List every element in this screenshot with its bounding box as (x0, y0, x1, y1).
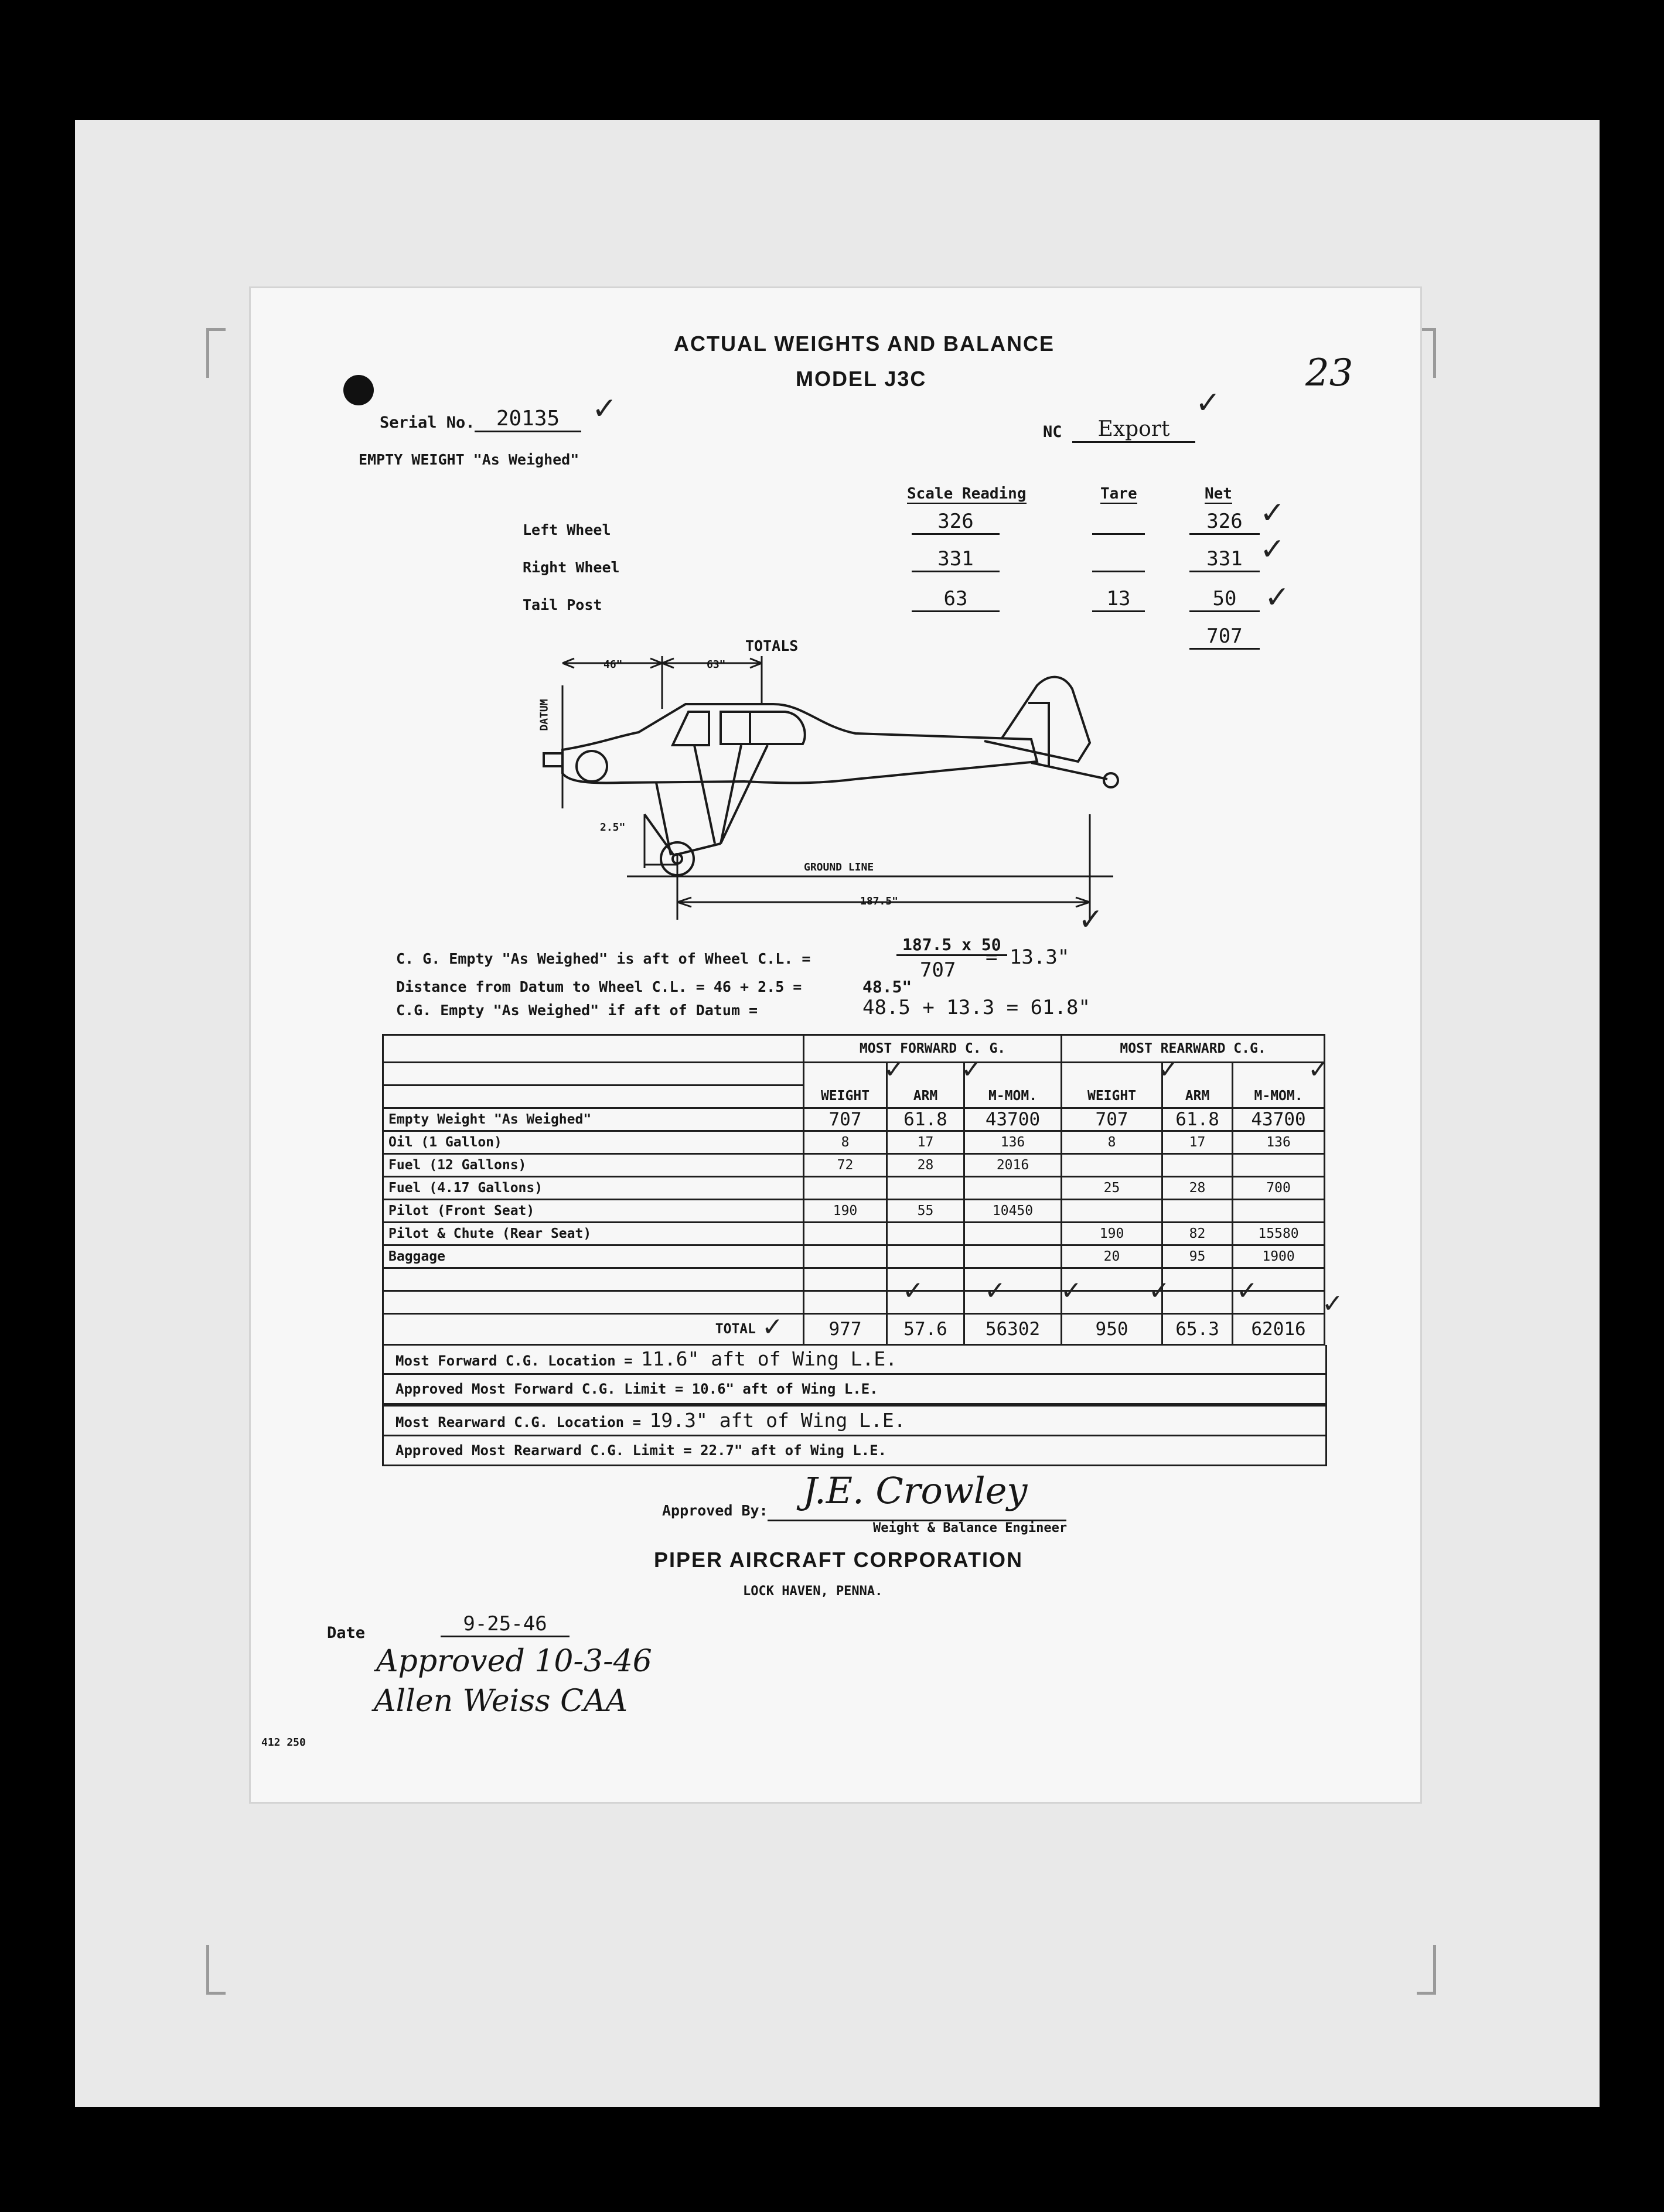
dim-25-label: 2.5" (600, 821, 626, 834)
table-blank-row (383, 1268, 1325, 1291)
left-wheel-scale: 326 (912, 510, 1000, 535)
ground-line-label: GROUND LINE (804, 861, 874, 873)
company-location: LOCK HAVEN, PENNA. (743, 1584, 883, 1599)
check-mark-icon: ✓ (902, 1276, 924, 1306)
check-mark-icon: ✓ (1078, 902, 1104, 937)
totals-net: 707 (1189, 624, 1260, 650)
calc-line2-label: Distance from Datum to Wheel C.L. = 46 + 2.5 = (396, 978, 802, 995)
page-title: ACTUAL WEIGHTS AND BALANCE (674, 332, 1055, 356)
table-group-header-row (383, 1035, 1325, 1063)
calc-result: = 13.3" (986, 945, 1070, 969)
left-wheel-net: 326 (1189, 510, 1260, 535)
check-mark-icon: ✓ (1148, 1276, 1170, 1306)
approved-by-label: Approved By: (662, 1502, 768, 1519)
table-row: Baggage 20 95 1900 (383, 1245, 1325, 1268)
page-mark: 23 (1305, 351, 1353, 395)
col-arm-fwd: ARM (887, 1085, 964, 1108)
table-row: Pilot (Front Seat) 190 55 10450 (383, 1200, 1325, 1223)
group-rearward-header: MOST REARWARD C.G. (1062, 1035, 1325, 1063)
crop-mark-top-left (206, 328, 226, 378)
crop-mark-bottom-right (1417, 1945, 1436, 1995)
page-subtitle: MODEL J3C (796, 367, 927, 391)
calc-line3-label: C.G. Empty "As Weighed" if aft of Datum = (396, 1002, 758, 1019)
check-mark-icon: ✓ (1260, 532, 1285, 567)
rear-cg-location: Most Rearward C.G. Location = 19.3" aft of Wing L.E. (384, 1407, 1325, 1436)
engineer-title: Weight & Balance Engineer (873, 1521, 1068, 1535)
nc-value: Export (1072, 417, 1195, 443)
form-number: 412 250 (261, 1736, 306, 1749)
col-tare: Tare (1100, 485, 1137, 503)
date-value: 9-25-46 (441, 1612, 570, 1637)
right-wheel-net: 331 (1189, 547, 1260, 572)
fwd-cg-location: Most Forward C.G. Location = 11.6" aft of Wing L.E. (384, 1345, 1325, 1375)
cg-notes (382, 1345, 1327, 1466)
table-row: Fuel (4.17 Gallons) 25 28 700 (383, 1177, 1325, 1200)
engineer-signature: J.E. Crowley (803, 1469, 1028, 1512)
col-arm-rear: ARM (1162, 1085, 1233, 1108)
check-mark-icon: ✓ (1061, 1276, 1082, 1306)
col-net: Net (1205, 485, 1232, 503)
check-mark-icon: ✓ (1158, 1054, 1179, 1084)
table-row: Pilot & Chute (Rear Seat) 190 82 15580 (383, 1223, 1325, 1245)
check-mark-icon: ✓ (961, 1054, 983, 1084)
tail-post-scale: 63 (912, 587, 1000, 612)
right-wheel-scale: 331 (912, 547, 1000, 572)
left-wheel-label: Left Wheel (523, 521, 611, 538)
col-weight-fwd: WEIGHT (804, 1085, 887, 1108)
fwd-cg-limit: Approved Most Forward C.G. Limit = 10.6" aft of Wing L.E. (384, 1375, 1325, 1407)
approval-handwriting: Approved 10-3-46 (376, 1644, 652, 1679)
tail-post-label: Tail Post (523, 596, 602, 613)
table-total-row: TOTAL 977 57.6 56302 950 65.3 62016 (383, 1314, 1325, 1345)
col-mom-rear: M-MOM. (1233, 1085, 1325, 1108)
check-mark-icon: ✓ (762, 1312, 783, 1342)
table-column-header-row (383, 1085, 1325, 1108)
check-mark-icon: ✓ (884, 1054, 905, 1084)
col-mom-fwd: M-MOM. (964, 1085, 1062, 1108)
empty-weight-label: EMPTY WEIGHT "As Weighed" (359, 451, 579, 468)
serial-value: 20135 (475, 407, 581, 432)
right-wheel-label: Right Wheel (523, 559, 620, 576)
nc-label: NC (1043, 423, 1062, 441)
dim-1875-label: 187.5" (860, 895, 899, 907)
calc-numerator: 187.5 x 50 (896, 935, 1007, 956)
right-wheel-tare (1092, 547, 1145, 572)
punch-hole (343, 375, 374, 405)
dim-46-label: 46" (603, 658, 623, 671)
table-blank-row (383, 1291, 1325, 1314)
check-mark-icon: ✓ (984, 1276, 1006, 1306)
check-mark-icon: ✓ (1195, 385, 1221, 421)
check-mark-icon: ✓ (592, 391, 618, 426)
check-mark-icon: ✓ (1264, 580, 1290, 615)
datum-label: DATUM (538, 699, 551, 731)
table-row: Empty Weight "As Weighed" 707 61.8 43700 707 61.8 43700 (383, 1108, 1325, 1131)
serial-label: Serial No. (380, 414, 475, 432)
table-spacer-row (383, 1063, 1325, 1085)
calc-line1-label: C. G. Empty "As Weighed" is aft of Wheel C.L. = (396, 950, 811, 967)
tail-post-net: 50 (1189, 587, 1260, 612)
calc-line3-value: 48.5 + 13.3 = 61.8" (862, 996, 1090, 1019)
totals-label: TOTALS (745, 637, 799, 654)
table-row: Oil (1 Gallon) 8 17 136 8 17 136 (383, 1131, 1325, 1154)
approver-handwriting: Allen Weiss CAA (374, 1684, 628, 1719)
dim-63-label: 63" (707, 658, 726, 671)
tail-post-tare: 13 (1092, 587, 1145, 612)
calc-denominator: 707 (920, 958, 956, 982)
rear-cg-limit: Approved Most Rearward C.G. Limit = 22.7" aft of Wing L.E. (395, 1442, 887, 1459)
check-mark-icon: ✓ (1236, 1276, 1258, 1306)
col-scale-reading: Scale Reading (907, 485, 1027, 503)
group-forward-header: MOST FORWARD C. G. (804, 1035, 1062, 1063)
check-mark-icon: ✓ (1308, 1054, 1329, 1084)
left-wheel-tare (1092, 510, 1145, 535)
calc-line2-value: 48.5" (862, 977, 912, 996)
check-mark-icon: ✓ (1322, 1289, 1344, 1319)
crop-mark-bottom-left (206, 1945, 226, 1995)
table-row: Fuel (12 Gallons) 72 28 2016 (383, 1154, 1325, 1177)
col-weight-rear: WEIGHT (1062, 1085, 1162, 1108)
date-label: Date (327, 1624, 366, 1642)
aircraft-diagram (527, 639, 1172, 943)
company-name: PIPER AIRCRAFT CORPORATION (654, 1548, 1024, 1572)
check-mark-icon: ✓ (1260, 496, 1285, 531)
weight-balance-table (382, 1034, 1325, 1346)
